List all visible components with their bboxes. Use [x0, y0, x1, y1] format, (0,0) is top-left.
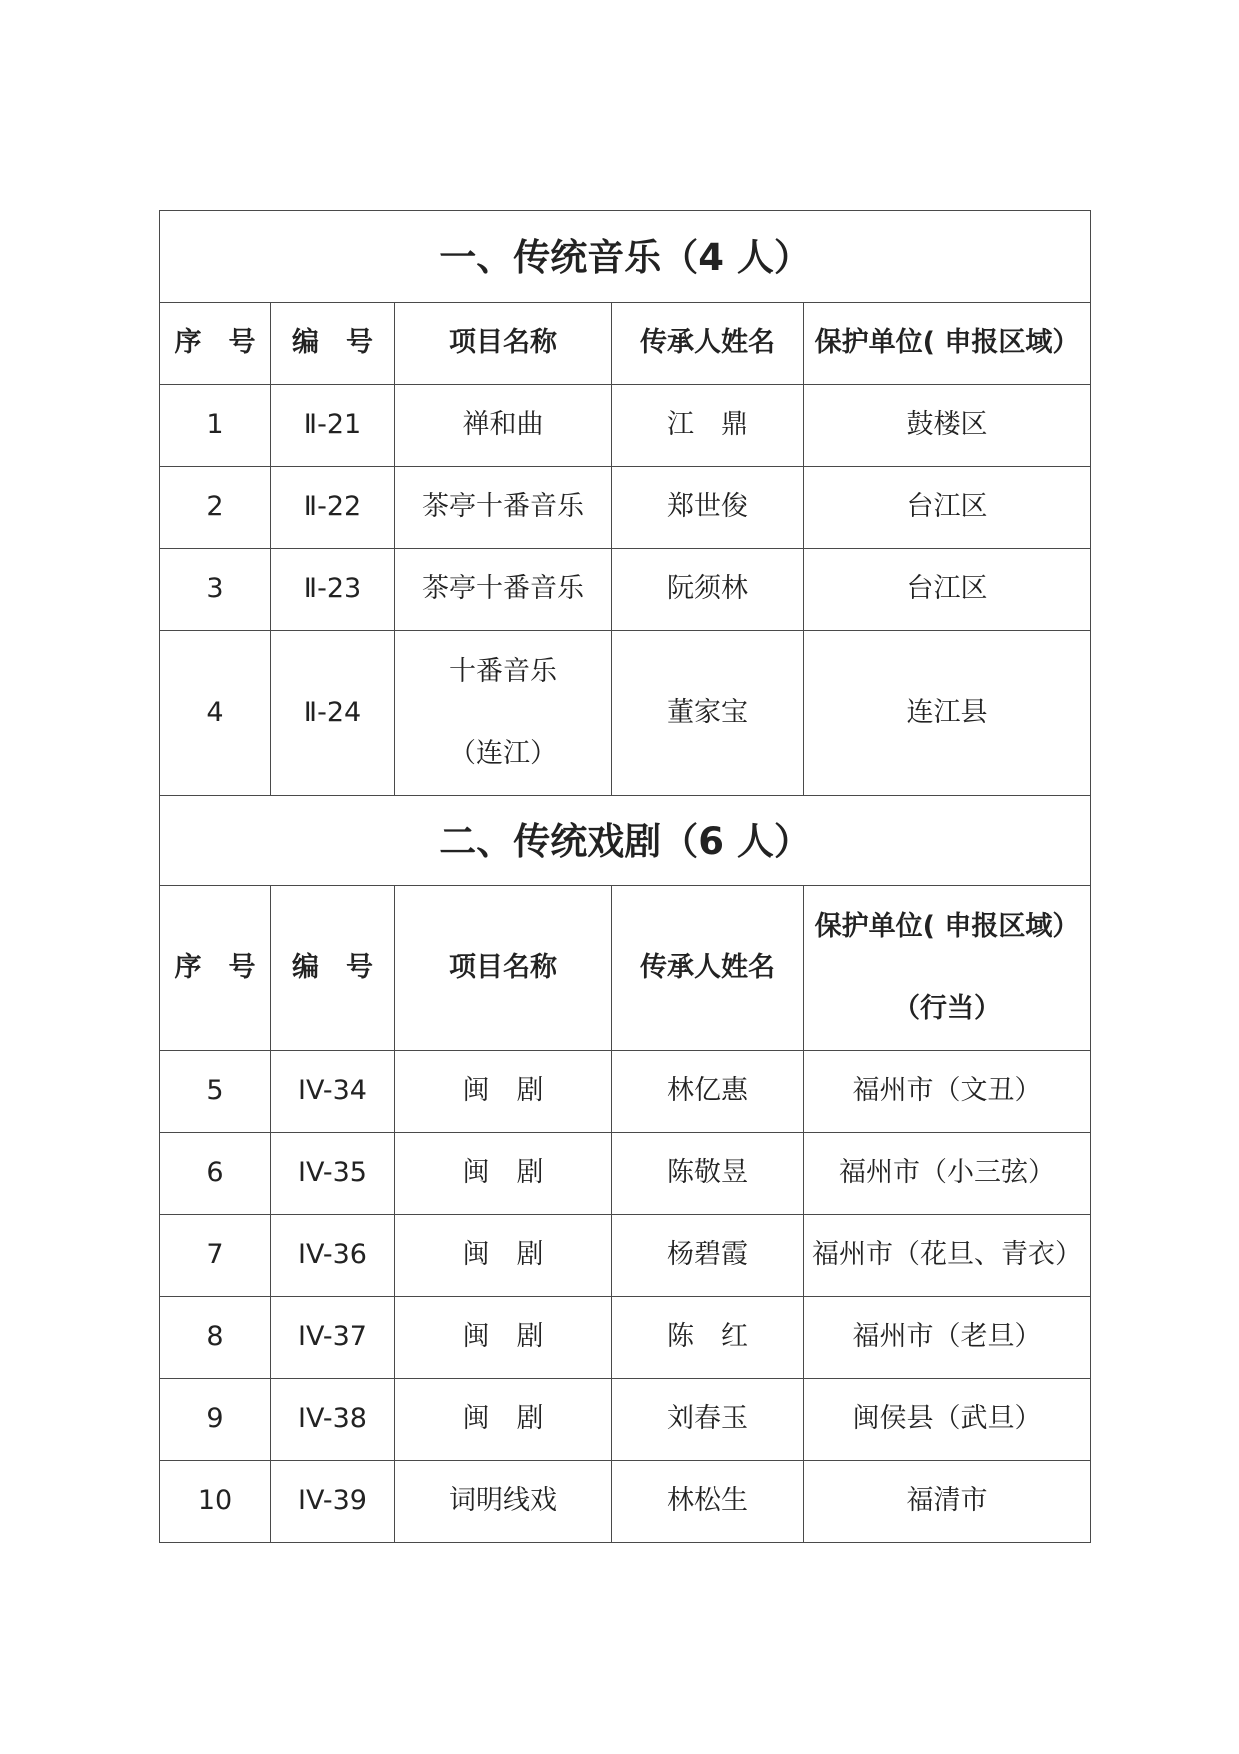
- project-region-line: （连江）: [449, 738, 557, 769]
- cell-unit: 福州市（老旦）: [804, 1297, 1091, 1379]
- cell-code: IV-36: [271, 1215, 395, 1297]
- cell-unit: 台江区: [804, 549, 1091, 631]
- project-name-line: 十番音乐: [449, 656, 557, 687]
- cell-project: 闽 剧: [395, 1133, 612, 1215]
- header-role-line: （行当）: [893, 993, 1002, 1024]
- cell-project: [395, 631, 612, 796]
- section-title: 二、传统戏剧（6 人）: [160, 796, 1091, 886]
- cell-project: 词明线戏: [395, 1461, 612, 1543]
- table-row: [160, 385, 1091, 467]
- header-inheritor: 传承人姓名: [612, 303, 804, 385]
- table-row: [160, 1461, 1091, 1543]
- header-code: 编 号: [271, 886, 395, 1051]
- cell-project: 茶亭十番音乐: [395, 549, 612, 631]
- cell-no: 1: [160, 385, 271, 467]
- cell-code: IV-34: [271, 1051, 395, 1133]
- cell-inheritor: 林亿惠: [612, 1051, 804, 1133]
- cell-code: IV-38: [271, 1379, 395, 1461]
- table-header-row: [160, 886, 1091, 1051]
- table-row: [160, 549, 1091, 631]
- table-row: [160, 467, 1091, 549]
- cell-no: 2: [160, 467, 271, 549]
- cell-code: Ⅱ-24: [271, 631, 395, 796]
- header-inheritor: 传承人姓名: [612, 886, 804, 1051]
- section-title: 一、传统音乐（4 人）: [160, 211, 1091, 303]
- cell-inheritor: 董家宝: [612, 631, 804, 796]
- cell-inheritor: 陈敬昱: [612, 1133, 804, 1215]
- cell-no: 6: [160, 1133, 271, 1215]
- cell-code: Ⅱ-22: [271, 467, 395, 549]
- cell-no: 9: [160, 1379, 271, 1461]
- cell-code: Ⅱ-21: [271, 385, 395, 467]
- table-row: [160, 1133, 1091, 1215]
- cell-no: 7: [160, 1215, 271, 1297]
- cell-project: 闽 剧: [395, 1215, 612, 1297]
- cell-inheritor: 杨碧霞: [612, 1215, 804, 1297]
- table-row: [160, 1379, 1091, 1461]
- cell-no: 8: [160, 1297, 271, 1379]
- header-project: 项目名称: [395, 303, 612, 385]
- cell-no: 5: [160, 1051, 271, 1133]
- cell-unit: 福州市（文丑）: [804, 1051, 1091, 1133]
- cell-inheritor: 江 鼎: [612, 385, 804, 467]
- section-title-row: [160, 211, 1091, 303]
- cell-project: 闽 剧: [395, 1051, 612, 1133]
- cell-no: 10: [160, 1461, 271, 1543]
- cell-no: 3: [160, 549, 271, 631]
- cell-no: 4: [160, 631, 271, 796]
- header-no: 序 号: [160, 303, 271, 385]
- cell-code: IV-35: [271, 1133, 395, 1215]
- inheritor-table: [159, 210, 1091, 1543]
- cell-unit: 福州市（小三弦）: [804, 1133, 1091, 1215]
- header-unit: [804, 886, 1091, 1051]
- cell-project: 茶亭十番音乐: [395, 467, 612, 549]
- table-row: [160, 1297, 1091, 1379]
- table-row: [160, 1215, 1091, 1297]
- cell-project: 闽 剧: [395, 1297, 612, 1379]
- header-unit: 保护单位( 申报区域）: [804, 303, 1091, 385]
- cell-inheritor: 林松生: [612, 1461, 804, 1543]
- header-project: 项目名称: [395, 886, 612, 1051]
- table-row: [160, 631, 1091, 796]
- cell-unit: 连江县: [804, 631, 1091, 796]
- section-title-row: [160, 796, 1091, 886]
- cell-unit: 鼓楼区: [804, 385, 1091, 467]
- table-header-row: [160, 303, 1091, 385]
- cell-inheritor: 陈 红: [612, 1297, 804, 1379]
- cell-code: IV-37: [271, 1297, 395, 1379]
- header-code: 编 号: [271, 303, 395, 385]
- table-row: [160, 1051, 1091, 1133]
- cell-inheritor: 刘春玉: [612, 1379, 804, 1461]
- cell-inheritor: 阮须林: [612, 549, 804, 631]
- cell-unit: 福清市: [804, 1461, 1091, 1543]
- cell-code: Ⅱ-23: [271, 549, 395, 631]
- cell-unit: 福州市（花旦、青衣）: [804, 1215, 1091, 1297]
- cell-project: 闽 剧: [395, 1379, 612, 1461]
- cell-inheritor: 郑世俊: [612, 467, 804, 549]
- cell-unit: 台江区: [804, 467, 1091, 549]
- cell-unit: 闽侯县（武旦）: [804, 1379, 1091, 1461]
- cell-code: IV-39: [271, 1461, 395, 1543]
- header-no: 序 号: [160, 886, 271, 1051]
- cell-project: 禅和曲: [395, 385, 612, 467]
- header-unit-line: 保护单位( 申报区域）: [814, 911, 1080, 942]
